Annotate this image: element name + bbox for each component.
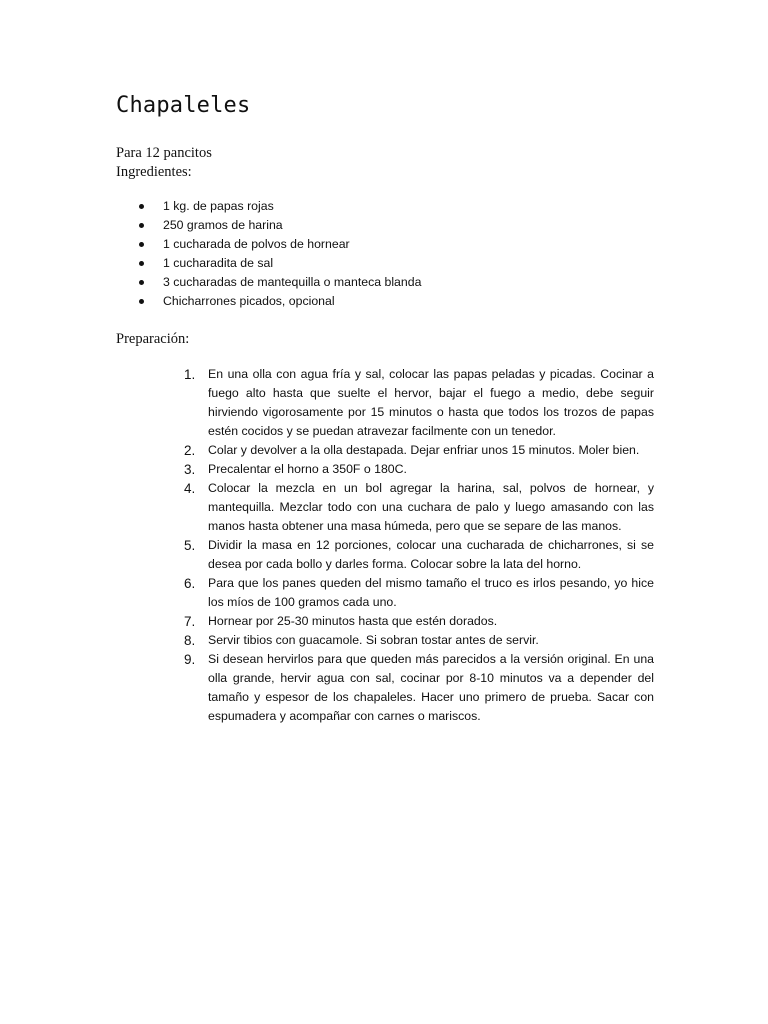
- step-text: Precalentar el horno a 350F o 180C.: [208, 462, 407, 476]
- step-item: [184, 479, 654, 536]
- ingredient-text: 250 gramos de harina: [163, 218, 283, 232]
- step-item: [184, 536, 654, 574]
- step-number: 7.: [184, 614, 196, 629]
- bullet-icon: [139, 299, 144, 304]
- step-item: [184, 574, 654, 612]
- bullet-icon: [139, 280, 144, 285]
- ingredient-item: [138, 235, 558, 254]
- ingredients-list: [138, 197, 558, 311]
- ingredient-text: 1 kg. de papas rojas: [163, 199, 274, 213]
- step-item: [184, 650, 654, 726]
- step-number: 1.: [184, 367, 196, 382]
- step-number: 6.: [184, 576, 196, 591]
- step-item: [184, 631, 654, 650]
- step-text: Colocar la mezcla en un bol agregar la harina, sal, polvos de hornear, y mantequilla. Mezclar todo con una cuchara de palo y luego amasando con las manos hasta obtener una masa húmeda, pero que se separe de las manos.: [208, 481, 654, 533]
- step-item: [184, 365, 654, 441]
- step-text: Servir tibios con guacamole. Si sobran tostar antes de servir.: [208, 633, 539, 647]
- step-number: 9.: [184, 652, 196, 667]
- bullet-icon: [139, 204, 144, 209]
- step-text: Hornear por 25-30 minutos hasta que estén dorados.: [208, 614, 498, 628]
- step-number: 2.: [184, 443, 196, 458]
- ingredient-text: 3 cucharadas de mantequilla o manteca blanda: [163, 275, 422, 289]
- bullet-icon: [139, 242, 144, 247]
- ingredients-heading: Ingredientes:: [116, 164, 192, 180]
- step-text: Colar y devolver a la olla destapada. Dejar enfriar unos 15 minutos. Moler bien.: [208, 443, 640, 457]
- step-item: [184, 441, 654, 460]
- step-number: 5.: [184, 538, 196, 553]
- step-number: 8.: [184, 633, 196, 648]
- step-text: En una olla con agua fría y sal, colocar las papas peladas y picadas. Cocinar a fuego alto hasta que suelte el hervor, bajar el fuego a medio, debe seguir hirviendo vigorosamente por 15 minutos o hasta que todos los trozos de papas estén cocidos y se puedan atravezar facilmente con un tenedor.: [208, 367, 654, 438]
- ingredient-item: [138, 273, 558, 292]
- bullet-icon: [139, 261, 144, 266]
- ingredient-item: [138, 254, 558, 273]
- bullet-icon: [139, 223, 144, 228]
- step-item: [184, 460, 654, 479]
- ingredient-text: Chicharrones picados, opcional: [163, 294, 335, 308]
- preparation-heading: Preparación:: [116, 331, 190, 347]
- ingredient-item: [138, 197, 558, 216]
- step-item: [184, 612, 654, 631]
- step-text: Dividir la masa en 12 porciones, colocar una cucharada de chicharrones, si se desea por cada bollo y darles forma. Colocar sobre la lata del horno.: [208, 538, 654, 571]
- ingredient-text: 1 cucharadita de sal: [163, 256, 274, 270]
- ingredient-item: [138, 216, 558, 235]
- step-text: Para que los panes queden del mismo tamaño el truco es irlos pesando, yo hice los míos de 100 gramos cada uno.: [208, 576, 654, 609]
- ingredient-text: 1 cucharada de polvos de hornear: [163, 237, 350, 251]
- step-text: Si desean hervirlos para que queden más parecidos a la versión original. En una olla grande, hervir agua con sal, cocinar por 8-10 minutos va a depender del tamaño y espesor de los chapaleles. Hacer uno primero de prueba. Sacar con espumadera y acompañar con carnes o mariscos.: [208, 652, 654, 723]
- document-title: Chapaleles: [116, 93, 251, 118]
- preparation-steps-list: [184, 365, 654, 726]
- servings-line: Para 12 pancitos: [116, 145, 212, 161]
- step-number: 4.: [184, 481, 196, 496]
- ingredient-item: [138, 292, 558, 311]
- step-number: 3.: [184, 462, 196, 477]
